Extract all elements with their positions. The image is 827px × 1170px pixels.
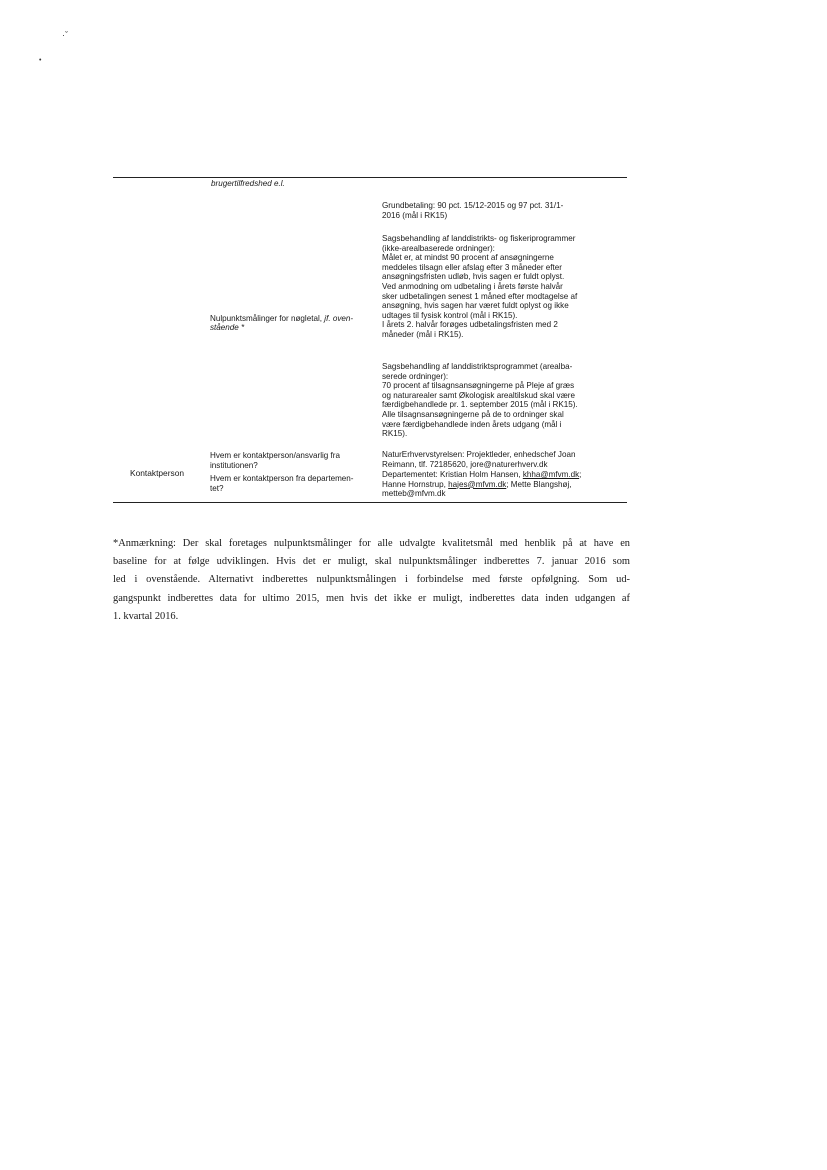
footnote [113,535,630,626]
ikke-areal-line: sker udbetalingen senest 1 måned efter modtagelse af [382,291,578,301]
contact-category-label: Kontaktperson [130,468,185,478]
contact-question-department: Hvem er kontaktperson fra departemen- [210,474,354,483]
separator-text: ; [579,470,582,479]
areal-line: RK15). [382,429,408,439]
ikke-areal-line: udtages til fysisk kontrol (mål i RK15). [382,310,518,320]
areal-line: være færdigbehandlede inden årets udgang (mål i [382,419,562,429]
ikke-areal-line: Målet er, at mindst 90 procent af ansøgningerne [382,253,554,263]
areal-line: og naturarealer samt Økologisk arealtilskud skal være [382,390,575,400]
scan-speck: ·ˇ [62,30,68,40]
ikke-areal-line: Ved anmodning om udbetaling i årets første halvår [382,282,563,291]
areal-line: Alle tilsagnsansøgningerne på de to ordninger skal [382,410,564,419]
contact-answer-institution: NaturErhvervstyrelsen: Projektleder, enhedschef Joan [382,450,576,459]
contact-question-department: tet? [210,483,224,493]
email-link-hajes[interactable]: hajes@mfvm.dk [448,479,507,489]
footnote-line: 1. kvartal 2016. [113,610,179,622]
areal-line: serede ordninger): [382,371,449,381]
contact-question-institution: Hvem er kontaktperson/ansvarlig fra [210,451,341,460]
ikke-areal-line: ansøgning, hvis sagen har været fuldt oplyst og ikke [382,301,569,311]
footnote-line: baseline for at følge udviklingen. Hvis det er muligt, skal nulpunktsmålinger indberettes 7. januar 2016 som [113,556,630,568]
email-link-metteb[interactable]: metteb@mfvm.dk [382,489,446,499]
areal-line: færdigbehandlede pr. 1. september 2015 (mål i RK15). [382,400,578,410]
areal-line: Sagsbehandling af landdistriktsprogrammet (arealba- [382,362,573,371]
ikke-areal-line: Sagsbehandling af landdistrikts- og fiskeriprogrammer [382,234,576,243]
baseline-label-text: Nulpunktsmålinger for nøgletal, [210,314,323,323]
brugertilfredshed-text: brugertilfredshed e.l. [211,179,285,188]
table-bottom-rule [113,502,627,503]
footnote-line: gangspunkt indberettes data for ultimo 2015, men hvis det ikke er muligt, indberettes data inden udgangen af [113,592,630,604]
areal-line: 70 procent af tilsagnsansøgningerne på Pleje af græs [382,381,575,391]
baseline-label-ref: jf. oven- [324,314,354,323]
contact-answer-department [382,480,572,490]
footnote-line: *Anmærkning: Der skal foretages nulpunktsmålinger for alle udvalgte kvalitetsmål med henblik på at have en [113,538,630,549]
ikke-areal-line: (ikke-arealbaserede ordninger): [382,243,495,253]
department-contact-text: Departementet: Kristian Holm Hansen, [382,470,521,479]
contact-answer-institution: Reimann, tlf. 72185620, jore@naturerhverv.dk [382,459,548,469]
grundbetaling-line: 2016 (mål i RK15) [382,210,448,220]
table-top-rule [113,177,627,178]
scan-speck: • [39,57,42,64]
ikke-areal-line: ansøgningsfristen udløb, hvis sagen er fuldt oplyst. [382,272,565,282]
ikke-areal-line: meddeles tilsagn eller afslag efter 3 måneder efter [382,262,562,272]
contact-answer-department [382,470,581,480]
contact-question-institution: institutionen? [210,460,258,470]
grundbetaling-line: Grundbetaling: 90 pct. 15/12-2015 og 97 pct. 31/1- [382,201,564,210]
footnote-line: led i ovenstående. Alternativt indberettes nulpunktsmålingen i forbindelse med første opfølgning. Som ud- [113,574,630,586]
department-contact-text: ; Mette Blangshøj, [506,479,572,489]
ikke-areal-line: I årets 2. halvår forøges udbetalingsfristen med 2 [382,320,558,330]
department-contact-text: Hanne Hornstrup, [382,479,446,489]
ikke-areal-line: måneder (mål i RK15). [382,330,464,339]
email-link-khha[interactable]: khha@mfvm.dk [522,470,580,479]
baseline-label-line2: stående * [210,323,245,332]
